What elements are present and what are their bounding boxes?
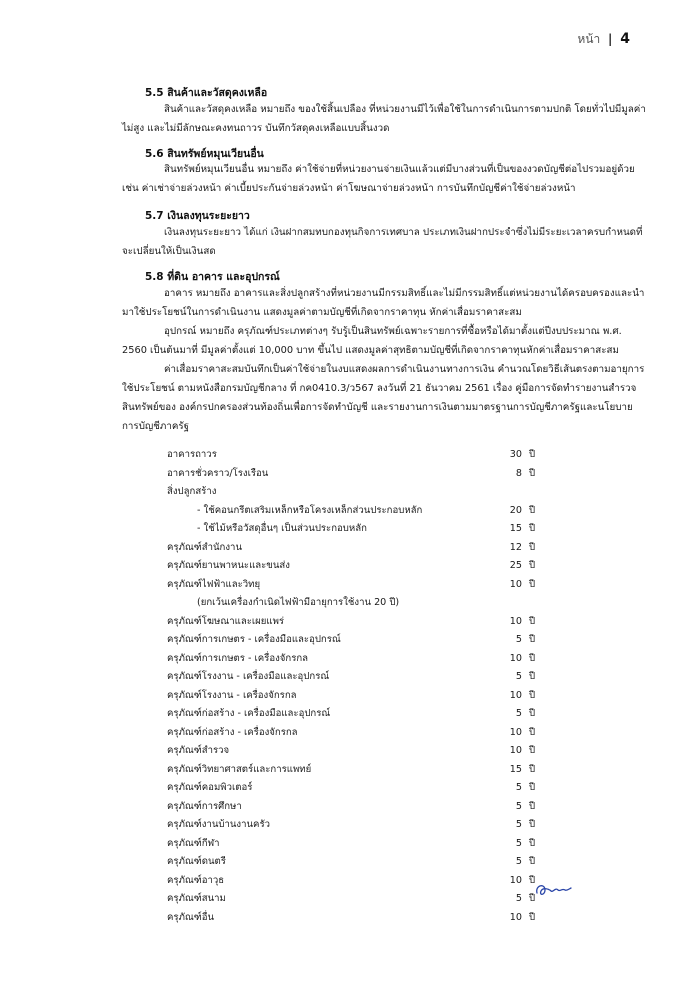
table-row (167, 668, 547, 687)
asset-name: อาคารถาวร (167, 449, 217, 460)
asset-name: ครุภัณฑ์ไฟฟ้าและวิทยุ (167, 578, 261, 590)
table-row (167, 539, 547, 558)
table-row (167, 872, 547, 891)
useful-life-years: 5 (515, 800, 522, 812)
paragraph: อุปกรณ์ หมายถึง ครุภัณฑ์ประเภทต่างๆ รับรู้เป็นสินทรัพย์เฉพาะรายการที่ซื้อหรือได้มาตั้งแต่ปีงบประมาณ พ.ศ. 2560 เป็นต้นมาที่ มีมูลค่าตั้งแต่ 10,000 บาท ขึ้นไป แสดงมูลค่าสุทธิตามบัญชีที่เกิดจากราคาทุนหักค่าเสื่อมราคาสะสม (122, 326, 622, 356)
useful-life-years: 5 (515, 782, 522, 793)
asset-name: ครุภัณฑ์โรงงาน - เครื่องมือและอุปกรณ์ (167, 671, 330, 682)
table-row (167, 557, 547, 576)
header-divider: | (608, 32, 613, 46)
unit-label: ปี (529, 689, 536, 701)
unit-label: ปี (529, 911, 536, 923)
page-header (577, 30, 630, 49)
table-row (167, 465, 547, 484)
asset-name: ครุภัณฑ์ยานพาหนะและขนส่ง (167, 560, 290, 571)
paragraph: ค่าเสื่อมราคาสะสมบันทึกเป็นค่าใช้จ่ายในงบแสดงผลการดำเนินงานทางการเงิน คำนวณโดยวิธีเส้นตรงตามอายุการใช้ประโยชน์ ตามหนังสือกรมบัญชีกลาง ที่ กค0410.3/ว567 ลงวันที่ 21 ธันวาคม 2561 เรื่อง คู่มือการจัดทำรายงานสำรวจสินทรัพย์ของ องค์กรปกครองส่วนท้องถิ่นเพื่อการจัดทำบัญชี และรายงานการเงินตามมาตรฐานการบัญชีภาครัฐและนโยบายการบัญชีภาครัฐ (122, 364, 645, 432)
table-row (167, 798, 547, 817)
useful-life-years: 30 (509, 449, 522, 460)
unit-label: ปี (529, 504, 536, 516)
table-row (167, 520, 547, 539)
table-row (167, 816, 547, 835)
asset-name: ครุภัณฑ์การเกษตร - เครื่องมือและอุปกรณ์ (167, 634, 341, 645)
unit-label: ปี (529, 541, 536, 553)
useful-life-years: 5 (515, 837, 522, 849)
table-row (167, 761, 547, 780)
asset-name: ครุภัณฑ์สนาม (167, 893, 226, 904)
asset-name: ครุภัณฑ์โฆษณาและเผยแพร่ (167, 615, 285, 627)
unit-label: ปี (529, 837, 536, 849)
unit-label: ปี (529, 874, 536, 886)
unit-label: ปี (529, 708, 536, 719)
paragraph: สินทรัพย์หมุนเวียนอื่น หมายถึง ค่าใช้จ่ายที่หน่วยงานจ่ายเงินแล้วแต่มีบางส่วนที่เป็นของงวดบัญชีต่อไปรวมอยู่ด้วย เช่น ค่าเช่าจ่ายล่วงหน้า ค่าเบี้ยประกันจ่ายล่วงหน้า ค่าโฆษณาจ่ายล่วงหน้า การบันทึกบัญชีค่าใช้จ่ายล่วงหน้า (122, 164, 635, 194)
unit-label: ปี (529, 523, 536, 534)
useful-life-years: 10 (509, 745, 522, 756)
asset-name: - ใช้คอนกรีตเสริมเหล็กหรือโครงเหล็กส่วนประกอบหลัก (197, 504, 423, 516)
table-row (167, 594, 547, 613)
table-row (167, 576, 547, 595)
table-row (167, 890, 547, 909)
unit-label: ปี (529, 856, 536, 867)
table-row (167, 687, 547, 706)
section-body-5-6 (122, 160, 649, 198)
unit-label: ปี (529, 652, 536, 664)
useful-life-years: 8 (515, 467, 522, 479)
useful-life-years: 15 (509, 523, 522, 534)
asset-name: ครุภัณฑ์วิทยาศาสตร์และการแพทย์ (167, 763, 312, 775)
asset-name: ครุภัณฑ์อื่น (167, 911, 215, 923)
table-row (167, 631, 547, 650)
unit-label: ปี (529, 819, 536, 830)
table-row (167, 835, 547, 854)
useful-life-years: 10 (509, 874, 522, 886)
table-row (167, 613, 547, 632)
unit-label: ปี (529, 615, 536, 627)
useful-life-years: 5 (515, 819, 522, 830)
useful-life-years: 5 (515, 856, 522, 867)
asset-name: สิ่งปลูกสร้าง (167, 486, 217, 497)
useful-life-years: 10 (509, 615, 522, 627)
useful-life-years: 25 (509, 560, 522, 571)
section-title-5-8: 5.8 ที่ดิน อาคาร และอุปกรณ์ (145, 271, 280, 283)
unit-label: ปี (529, 782, 536, 793)
asset-name: (ยกเว้นเครื่องกำเนิดไฟฟ้ามีอายุการใช้งาน 20 ปี) (197, 597, 400, 608)
unit-label: ปี (529, 560, 536, 571)
useful-life-years: 10 (509, 689, 522, 701)
useful-life-years: 10 (509, 726, 522, 738)
unit-label: ปี (529, 726, 536, 738)
unit-label: ปี (529, 449, 536, 460)
unit-label: ปี (529, 745, 536, 756)
table-row (167, 742, 547, 761)
section-title-5-5: 5.5 สินค้าและวัสดุคงเหลือ (145, 87, 268, 99)
table-row (167, 705, 547, 724)
asset-name: - ใช้ไม้หรือวัสดุอื่นๆ เป็นส่วนประกอบหลัก (197, 523, 367, 534)
unit-label: ปี (529, 763, 536, 775)
table-row (167, 650, 547, 669)
section-title-5-7: 5.7 เงินลงทุนระยะยาว (145, 210, 250, 222)
useful-life-years: 15 (509, 763, 522, 775)
asset-name: ครุภัณฑ์งานบ้านงานครัว (167, 819, 271, 830)
table-row (167, 502, 547, 521)
useful-life-years: 10 (509, 652, 522, 664)
table-row (167, 779, 547, 798)
asset-name: ครุภัณฑ์สำนักงาน (167, 541, 242, 553)
paragraph: สินค้าและวัสดุคงเหลือ หมายถึง ของใช้สิ้นเปลือง ที่หน่วยงานมีไว้เพื่อใช้ในการดำเนินการตามปกติ โดยทั่วไปมีมูลค่าไม่สูง และไม่มีลักษณะคงทนถาวร บันทึกวัสดุคงเหลือแบบสิ้นงวด (122, 104, 646, 134)
asset-name: ครุภัณฑ์คอมพิวเตอร์ (167, 782, 253, 793)
asset-name: ครุภัณฑ์ดนตรี (167, 856, 226, 867)
asset-name: ครุภัณฑ์อาวุธ (167, 874, 225, 886)
table-row (167, 909, 547, 928)
useful-life-table (167, 446, 547, 927)
asset-name: ครุภัณฑ์โรงงาน - เครื่องจักรกล (167, 689, 297, 701)
unit-label: ปี (529, 893, 536, 904)
useful-life-years: 5 (515, 708, 522, 719)
section-body-5-7 (122, 223, 649, 261)
asset-name: ครุภัณฑ์ก่อสร้าง - เครื่องมือและอุปกรณ์ (167, 708, 331, 719)
useful-life-years: 10 (509, 578, 522, 590)
useful-life-years: 10 (509, 911, 522, 923)
useful-life-years: 12 (509, 541, 522, 553)
paragraph: อาคาร หมายถึง อาคารและสิ่งปลูกสร้างที่หน่วยงานมีกรรมสิทธิ์และไม่มีกรรมสิทธิ์แต่หน่วยงานได้ครอบครองและนำมาใช้ประโยชน์ในการดำเนินงาน แสดงมูลค่าตามบัญชีที่เกิดจากราคาทุน หักค่าเสื่อมราคาสะสม (122, 288, 645, 318)
table-row (167, 853, 547, 872)
unit-label: ปี (529, 634, 536, 645)
signature-mark (533, 879, 573, 901)
table-row (167, 446, 547, 465)
unit-label: ปี (529, 800, 536, 812)
asset-name: ครุภัณฑ์สำรวจ (167, 745, 230, 756)
section-title-5-6: 5.6 สินทรัพย์หมุนเวียนอื่น (145, 148, 264, 160)
asset-name: ครุภัณฑ์ก่อสร้าง - เครื่องจักรกล (167, 726, 298, 738)
paragraph: เงินลงทุนระยะยาว ได้แก่ เงินฝากสมทบกองทุนกิจการเทศบาล ประเภทเงินฝากประจำซึ่งไม่มีระยะเวลาครบกำหนดที่จะเปลี่ยนให้เป็นเงินสด (122, 227, 643, 257)
asset-name: อาคารชั่วคราว/โรงเรือน (167, 467, 269, 479)
useful-life-years: 20 (509, 504, 522, 516)
table-row (167, 483, 547, 502)
useful-life-years: 5 (515, 634, 522, 645)
unit-label: ปี (529, 578, 536, 590)
useful-life-years: 5 (515, 671, 522, 682)
page-label: หน้า (577, 32, 601, 46)
table-row (167, 724, 547, 743)
unit-label: ปี (529, 671, 536, 682)
page-number: 4 (620, 31, 630, 47)
asset-name: ครุภัณฑ์การเกษตร - เครื่องจักรกล (167, 652, 309, 664)
unit-label: ปี (529, 467, 536, 479)
asset-name: ครุภัณฑ์กีฬา (167, 837, 220, 849)
section-body-5-8 (122, 284, 649, 436)
useful-life-years: 5 (515, 893, 522, 904)
section-body-5-5 (122, 100, 649, 138)
asset-name: ครุภัณฑ์การศึกษา (167, 800, 242, 812)
